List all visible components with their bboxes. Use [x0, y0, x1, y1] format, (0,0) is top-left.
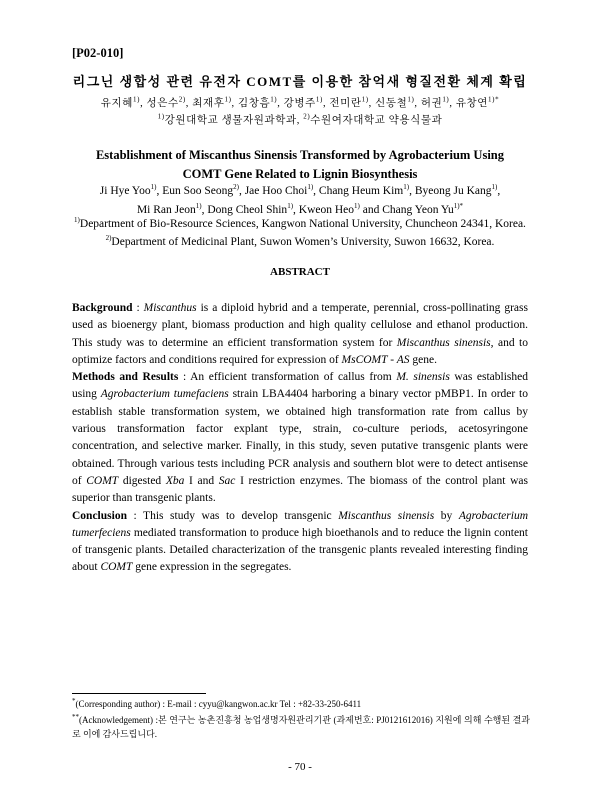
italic-term: COMT — [86, 474, 119, 487]
abstract-background — [72, 300, 528, 369]
text-run: I restriction enzymes. The biomass of the control plant was superior than transgenic plants. — [72, 474, 528, 505]
affiliation-text: Department of Medicinal Plant, Suwon Women’s University, Suwon 16632, Korea. — [111, 236, 495, 248]
author-affiliation-marker: 1)* — [453, 202, 464, 211]
abstract-methods — [72, 369, 528, 507]
conclusion-label: Conclusion — [72, 509, 127, 522]
footnote-marker: ** — [72, 713, 79, 721]
author-name: 강병주 — [283, 98, 316, 109]
footnote-corresponding-author — [72, 699, 361, 709]
abstract-body — [72, 300, 528, 577]
author-name: 유창연 — [455, 98, 489, 109]
author-name: Dong Cheol Shin — [207, 204, 288, 216]
methods-text — [72, 371, 528, 504]
text-run: by — [434, 509, 459, 522]
author-name: Mi Ran Jeon — [136, 204, 196, 216]
author-name: 전미란 — [329, 98, 362, 109]
author-affiliation-marker: 1) — [491, 183, 498, 192]
background-text — [72, 302, 528, 366]
text-run: I and — [184, 474, 219, 487]
footnote-divider — [72, 693, 206, 694]
author-name: Jae Hoo Choi — [244, 185, 308, 197]
abstract-heading: ABSTRACT — [270, 266, 330, 278]
author-affiliation-marker: 1) — [307, 183, 314, 192]
korean-title: 리그닌 생합성 관련 유전자 COMT를 이용한 참억새 형질전환 체계 확립 — [72, 74, 528, 89]
author-affiliation-marker: 1) — [354, 202, 360, 211]
footnote-acknowledgement — [72, 713, 530, 741]
italic-term: Miscanthus sinensis — [338, 509, 435, 522]
english-affiliation-1 — [30, 218, 570, 230]
text-run: : An efficient transformation of callus from — [178, 371, 397, 384]
background-label: Background — [72, 302, 133, 314]
conclusion-text — [72, 510, 528, 574]
italic-term: Miscanthus sinensis, — [396, 336, 494, 349]
affiliation-marker: 1) — [157, 112, 165, 121]
author-affiliation-marker: 1) — [403, 183, 410, 192]
author-name: 유지혜 — [100, 98, 134, 109]
korean-affiliations — [0, 112, 600, 127]
author-affiliation-marker: 1) — [361, 95, 369, 104]
author-affiliation-marker: 1) — [315, 95, 323, 104]
text-run: : — [132, 302, 144, 314]
author-name: Chang Yeon Yu — [382, 204, 454, 216]
footnote-text: (Acknowledgement) :본 연구는 농촌진흥청 농업생명자원관리기관 (과제번호: PJ0121612016) 지원에 의해 수행된 결과로 이에 감사드립니다. — [72, 715, 530, 739]
author-name: 신동철 — [375, 98, 408, 109]
text-run: gene expression in the segregates. — [132, 561, 292, 574]
korean-author-list: 유지혜$^{1)}$, 성은수$^{2)}$, 최재후$^{1)}$, 김창흠$^{1)}$, 강병주$^{1)}$, 전미란$^{1)}$, 신동철$^{1)}$, 허권$^{1)}$, 유창연$^{1)*}$ — [100, 95, 500, 109]
italic-term: M. sinensis — [396, 371, 450, 384]
author-affiliation-marker: 1) — [407, 95, 415, 104]
author-name: 최재후 — [192, 98, 225, 109]
english-title-line-2: COMT Gene Related to Lignin Biosynthesis — [182, 167, 418, 181]
author-affiliation-marker: 1)* — [488, 95, 500, 104]
english-title — [60, 146, 540, 184]
text-run: strain LBA4404 harboring a binary vector pMBP1. In order to establish stable transformation system, we obtained high transformation rate from callus by various transformation factor explant type, strain, co-culture periods, acetosyringone concentration, and selective marker. Finally, in this study, seven putative transgenic plants were obtained. Through various tests including PCR analysis and southern blot were to detect antisense of — [72, 388, 528, 487]
affiliation-text: Department of Bio-Resource Sciences, Kangwon National University, Chuncheon 24341, Korea. — [79, 218, 526, 230]
methods-label: Methods and Results — [72, 371, 179, 384]
author-affiliation-marker: 1) — [287, 202, 294, 211]
footnote-text: (Corresponding author) : E-mail : cyyu@kangwon.ac.kr Tel : +82-33-250-6411 — [75, 699, 362, 709]
author-name: Kweon Heo — [298, 204, 355, 216]
page-number: - 70 - — [288, 761, 312, 773]
author-name: Byeong Ju Kang — [414, 185, 492, 197]
author-name: Eun Soo Seong — [162, 185, 234, 197]
text-run: and to optimize factors and conditions required for expression of — [72, 336, 528, 366]
author-name: Ji Hye Yoo — [99, 185, 151, 197]
affiliation-marker: 2) — [303, 112, 311, 121]
author-affiliation-marker: 2) — [178, 95, 186, 104]
affiliation-text: 강원대학교 생물자원과학과, — [164, 115, 304, 126]
italic-term: Agrobacterium tumerfeciens — [72, 509, 529, 539]
italic-term: Xba — [165, 474, 185, 487]
text-run: digested — [118, 474, 166, 487]
author-affiliation-marker: 1) — [195, 202, 202, 211]
text-run: mediated transformation to produce high bioethanols and to reduce the lignin content of transgenic plants. Detailed characterization of the transgenic plants revealed interesting finding about — [72, 526, 528, 574]
text-run: is a diploid hybrid and a temperate, perennial, cross-pollinating grass used as bioenergy plant, biomass production and high quality cellulose and ethanol production. This study was to determine an efficient transformation system for — [72, 302, 528, 349]
italic-term: Sac — [218, 474, 236, 487]
text-run: was established using — [72, 371, 528, 401]
english-author-list: Ji Hye Yoo$^{1)}$, Eun Soo Seong$^{2)}$, Jae Hoo Choi$^{1)}$, Chang Heum Kim$^{1)}$, Byeong Ju Kang$^{1)}$, Mi Ran Jeon$^{1)}$, Dong Cheol Shin$^{1)}$, Kweon Heo$^{1)}$ and Chang Yeon $Yu^{1)*}$ — [99, 183, 501, 216]
author-name: Chang Heum Kim — [318, 185, 404, 197]
author-affiliation-marker: 1) — [133, 95, 141, 104]
author-affiliation-marker: 1) — [442, 95, 450, 104]
author-name: 허권 — [420, 98, 443, 109]
affiliation-marker: 2) — [105, 234, 112, 243]
author-affiliation-marker: 1) — [270, 95, 278, 104]
italic-term: Agrobacterium tumefaciens — [100, 388, 229, 401]
affiliation-marker: 1) — [74, 216, 80, 225]
abstract-conclusion — [72, 508, 528, 577]
italic-term: MsCOMT - AS — [341, 353, 410, 366]
english-affiliation-2 — [30, 236, 570, 248]
italic-term: COMT — [100, 561, 133, 574]
poster-code: [P02-010] — [72, 46, 124, 60]
english-title-line-1: Establishment of Miscanthus Sinensis Transformed by Agrobacterium Using — [95, 148, 505, 162]
italic-term: Miscanthus — [143, 302, 197, 314]
text-run: : This study was to develop transgenic — [126, 509, 339, 522]
affiliation-text: 수원여자대학교 약용식물과 — [310, 115, 443, 126]
author-affiliation-marker: 2) — [233, 183, 239, 192]
author-name: 성은수 — [146, 98, 179, 109]
text-run: gene. — [409, 353, 437, 366]
footnote-marker: * — [72, 697, 76, 705]
author-affiliation-marker: 1) — [150, 183, 157, 192]
author-affiliation-marker: 1) — [224, 95, 232, 104]
author-name: 김창흠 — [237, 98, 271, 109]
